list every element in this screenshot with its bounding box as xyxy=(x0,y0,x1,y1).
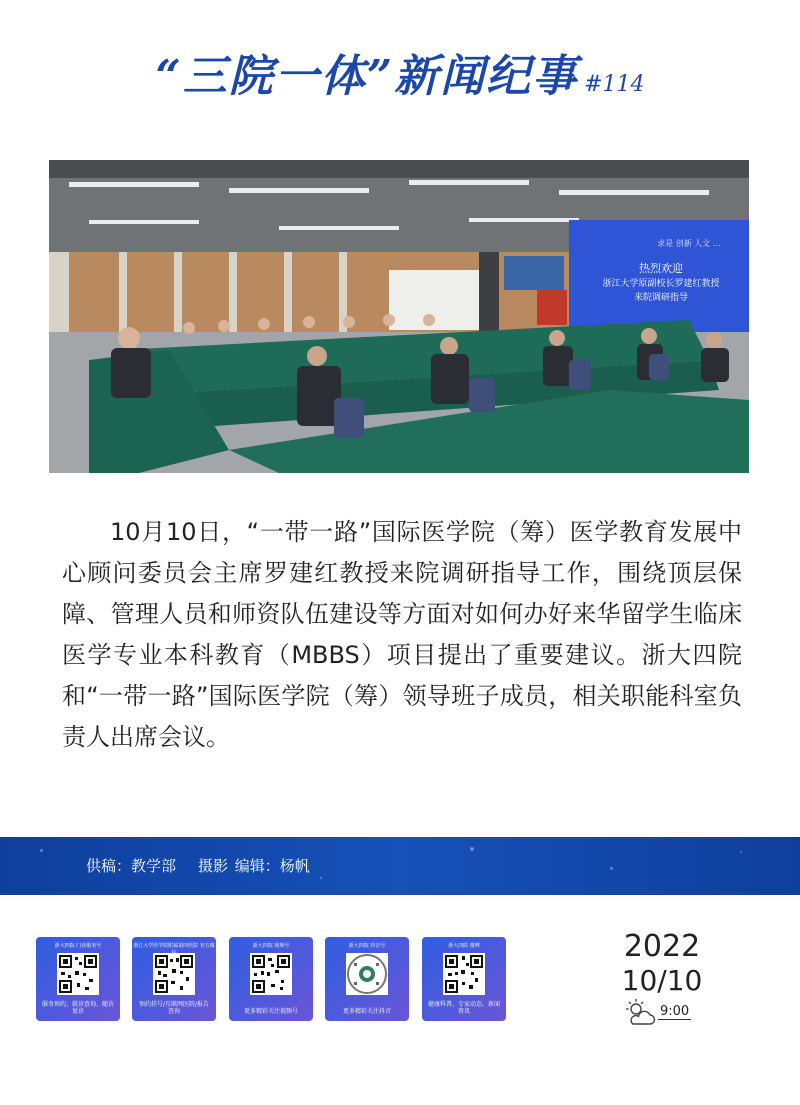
qr-card[interactable] xyxy=(229,937,313,1021)
qr-card-header: 浙大四院 门诊服务号 xyxy=(54,943,102,949)
qr-card-footer: 更多精彩关注视频号 xyxy=(243,1008,298,1015)
qr-card[interactable] xyxy=(325,937,409,1021)
qr-card[interactable] xyxy=(36,937,120,1021)
screen-line3: 来院调研指导 xyxy=(633,293,689,303)
qr-code-icon xyxy=(346,953,388,995)
qr-card-header: 浙大四院 视频号 xyxy=(252,943,290,949)
date-stamp xyxy=(612,930,712,1032)
article-body: 10月10日，“一带一路”国际医学院（筹）医学教育发展中心顾问委员会主席罗建红教授来院调研指导工作，围绕顶层保障、管理人员和师资队伍建设等方面对如何办好来华留学生临床医学专业本科教育（MBBS）项目提出了重要建议。浙大四院和“一带一路”国际医学院（筹）领导班子成员，相关职能科室负责人出席会议。 xyxy=(62,518,742,751)
screen-line2: 浙江大学原副校长罗建红教授 xyxy=(602,279,720,289)
credit-source: 供稿：教学部 xyxy=(86,857,177,875)
qr-card[interactable] xyxy=(422,937,506,1021)
issue-number: #114 xyxy=(584,72,645,97)
date-month-day: 10/10 xyxy=(621,964,703,997)
qr-code-icon xyxy=(250,953,292,995)
time-value: 9:00 xyxy=(660,1004,690,1019)
qr-code-row xyxy=(36,937,516,1025)
partly-cloudy-icon xyxy=(624,998,656,1032)
credit-photo-editor: 摄影 编辑：杨帆 xyxy=(198,857,310,875)
qr-card-header: 浙大四院 抖音号 xyxy=(348,943,386,949)
qr-card-footer: 健康科普、专家动态、新闻资讯 xyxy=(427,1001,500,1015)
qr-card-header: 浙江大学医学院附属第四医院 官方微 xyxy=(133,943,215,949)
credits-band xyxy=(0,837,800,895)
screen-slogan: 求是 创新 人文 … xyxy=(657,239,721,248)
meeting-photo xyxy=(49,160,749,473)
qr-card-footer: 服务预约、就诊查询、随访复诊 xyxy=(41,1001,114,1015)
page-title: “三院一体”新闻纪事 xyxy=(155,51,579,102)
qr-card[interactable] xyxy=(132,937,216,1021)
qr-card-footer: 预约挂号/互联网医院/报告查询 xyxy=(138,1001,210,1015)
masthead xyxy=(0,40,800,104)
date-year: 2022 xyxy=(623,929,701,964)
screen-line1: 热烈欢迎 xyxy=(639,262,683,275)
qr-code-icon xyxy=(153,953,195,995)
qr-card-header: 浙大四院 微博 xyxy=(448,943,480,949)
qr-code-icon xyxy=(443,953,485,995)
qr-card-footer: 更多精彩关注抖音 xyxy=(342,1008,391,1015)
qr-code-icon xyxy=(57,953,99,995)
